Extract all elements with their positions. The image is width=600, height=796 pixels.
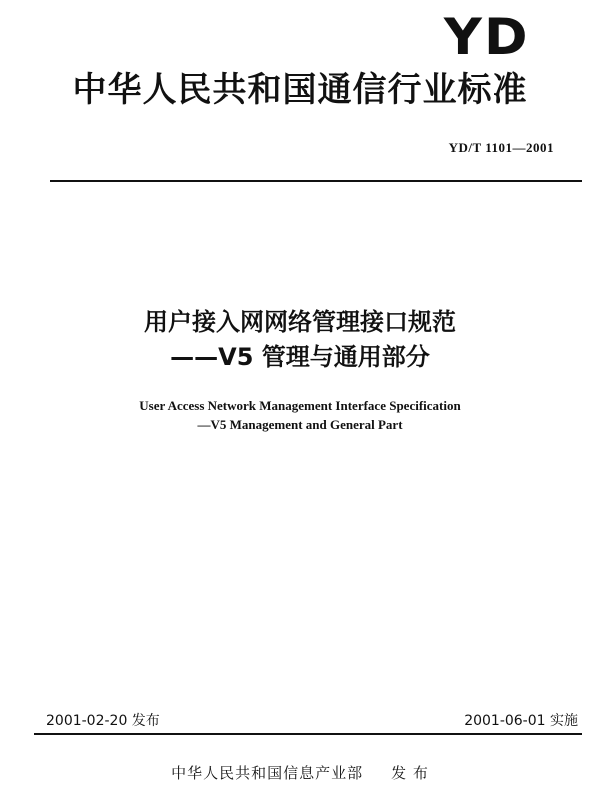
yd-logo: YD — [444, 8, 530, 66]
title-cn-line1: 用户接入网网络管理接口规范 — [144, 308, 456, 336]
issuer-action: 发 布 — [391, 764, 429, 782]
issuer-name: 中华人民共和国信息产业部 — [171, 764, 364, 782]
top-divider — [50, 180, 582, 182]
title-en-line1: User Access Network Management Interface Specification — [139, 398, 461, 413]
industry-standard-title: 中华人民共和国通信行业标准 — [72, 70, 528, 110]
title-cn-line2: ——V5 管理与通用部分 — [170, 343, 430, 371]
title-en-line2: —V5 Management and General Part — [197, 417, 403, 432]
issue-date: 2001-02-20 发布 — [46, 713, 160, 729]
effective-date: 2001-06-01 实施 — [464, 713, 578, 729]
bottom-divider — [34, 733, 582, 735]
issuer-line — [0, 762, 600, 783]
standard-number: YD/T 1101—2001 — [448, 140, 554, 155]
